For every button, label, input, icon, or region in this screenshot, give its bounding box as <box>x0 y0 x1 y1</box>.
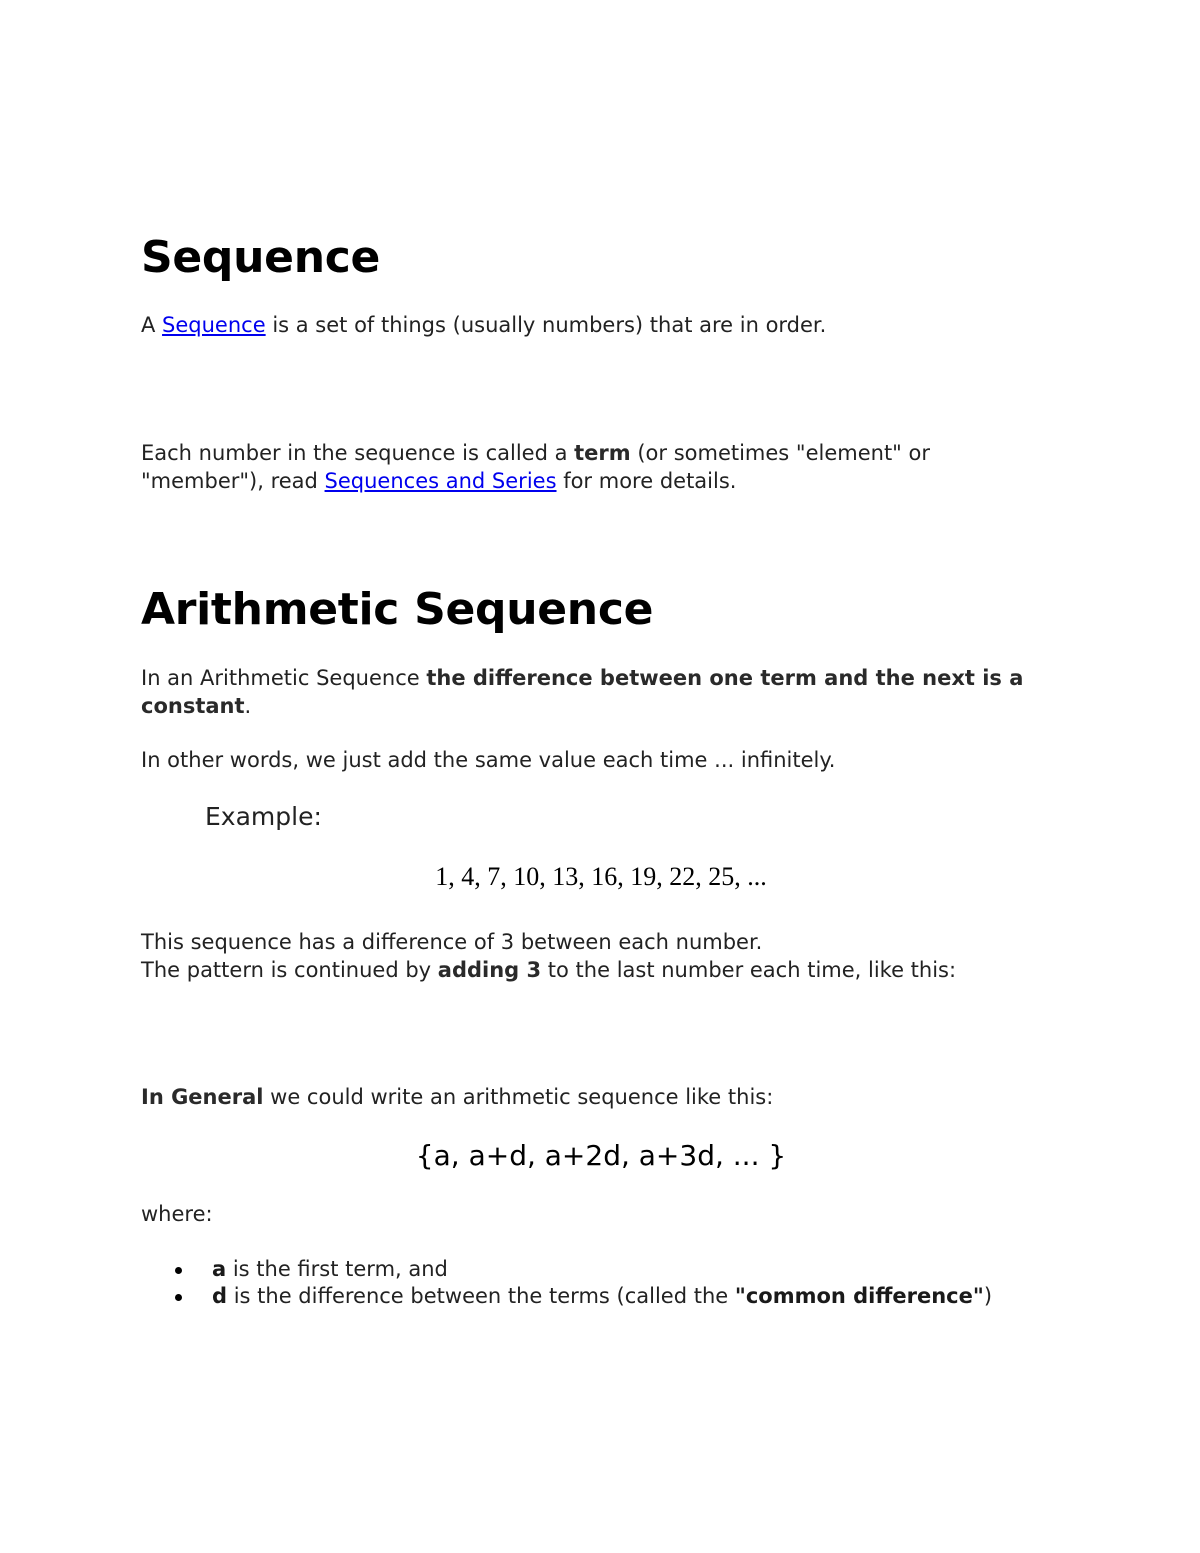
in-general-paragraph: In General we could write an arithmetic sequence like this: <box>141 1085 774 1109</box>
difference-paragraph: This sequence has a difference of 3 between each number. The pattern is continued by adding 3 to the last number each time, like this: <box>141 930 957 982</box>
list-item: a is the first term, and <box>141 1256 1071 1283</box>
list-item: d is the difference between the terms (called the "common difference") <box>141 1283 1071 1310</box>
link-sequence[interactable]: Sequence <box>162 313 266 337</box>
term-definition: Each number in the sequence is called a term (or sometimes "element" or "member"), read Sequences and Series for more details. <box>141 441 930 493</box>
heading-arithmetic-sequence: Arithmetic Sequence <box>141 584 654 635</box>
example-label: Example: <box>205 802 322 831</box>
difference-line-1: This sequence has a difference of 3 between each number. <box>141 930 763 954</box>
link-sequences-and-series[interactable]: Sequences and Series <box>324 469 557 493</box>
other-words-paragraph: In other words, we just add the same value each time ... infinitely. <box>141 748 836 772</box>
sequence-definition: A Sequence is a set of things (usually numbers) that are in order. <box>141 313 827 337</box>
bullet-icon <box>175 1267 182 1274</box>
heading-sequence: Sequence <box>141 232 381 283</box>
general-formula: {a, a+d, a+2d, a+3d, ... } <box>415 1139 787 1172</box>
definition-list <box>141 1256 1071 1310</box>
arithmetic-definition: In an Arithmetic Sequence the difference between one term and the next is a constant. <box>141 666 1024 718</box>
example-sequence: 1, 4, 7, 10, 13, 16, 19, 22, 25, ... <box>435 862 767 891</box>
where-label: where: <box>141 1202 213 1226</box>
bullet-icon <box>175 1294 182 1301</box>
